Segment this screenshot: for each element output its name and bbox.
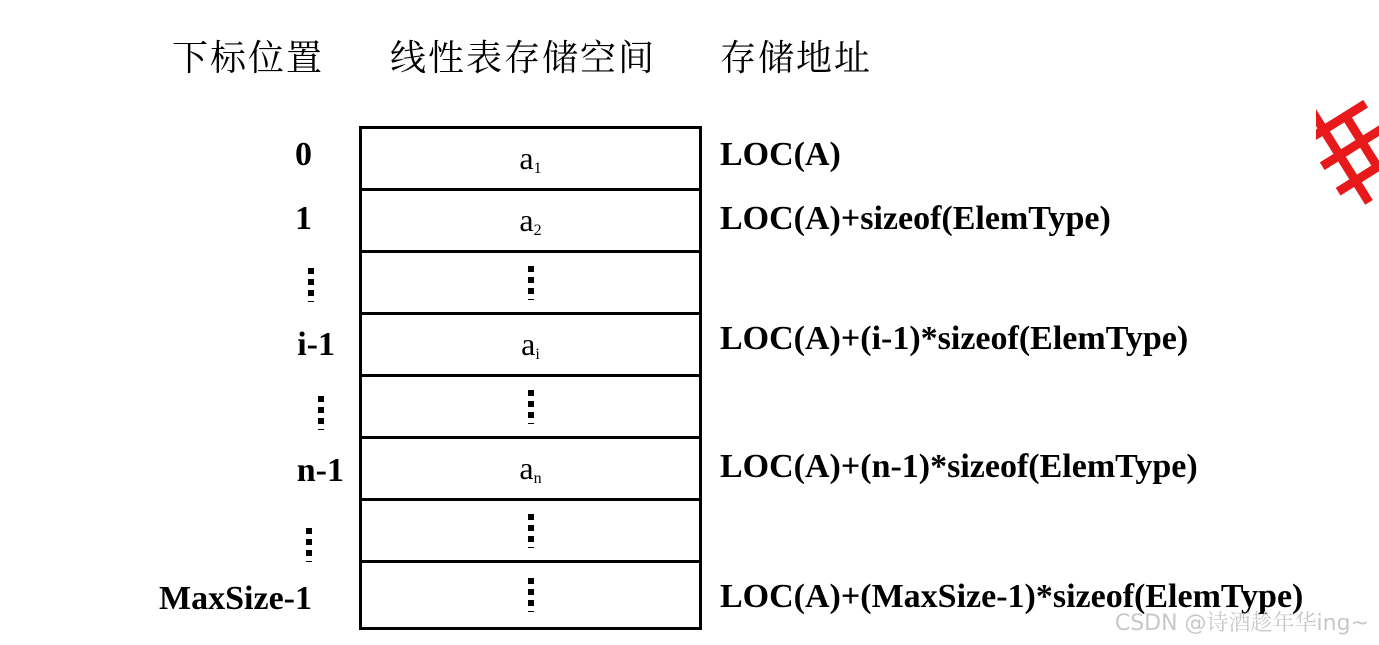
storage-cell [362,439,699,501]
index-label-maxsize-1: MaxSize-1 [159,580,312,617]
storage-cell [362,191,699,253]
address-row-n-1: LOC(A)+(n-1)*sizeof(ElemType) [720,448,1198,485]
index-label-n-1: n-1 [296,452,344,489]
index-label-0: 0 [295,136,312,173]
storage-array [359,126,702,630]
address-row-1: LOC(A)+sizeof(ElemType) [720,200,1111,237]
storage-cell [362,377,699,439]
storage-cell [362,501,699,563]
stamp-decoration [1316,92,1379,208]
stamp-graphic [1316,92,1379,208]
cell-element: $a_2$ [519,201,542,239]
index-label-1: 1 [295,200,312,237]
watermark: CSDN @诗酒趁年华ing~ [1114,611,1369,636]
index-ellipsis-2 [318,396,324,430]
storage-cell [362,129,699,191]
index-label-i-1: i-1 [297,326,335,363]
address-row-0: LOC(A) [720,136,841,173]
cell-ellipsis [528,514,534,548]
header-index: 下标位置 [172,38,325,79]
storage-cell [362,253,699,315]
storage-cell [362,315,699,377]
cell-element: $a_n$ [519,449,542,487]
cell-element: $a_1$ [519,139,542,177]
address-row-i-1: LOC(A)+(i-1)*sizeof(ElemType) [720,320,1189,357]
address-row-maxsize-1: LOC(A)+(MaxSize-1)*sizeof(ElemType) [720,578,1304,615]
storage-cell [362,563,699,627]
cell-element: $a_i$ [521,325,540,363]
cell-ellipsis [528,266,534,300]
cell-ellipsis [528,578,534,612]
cell-ellipsis [528,390,534,424]
index-ellipsis-1 [308,268,314,302]
index-ellipsis-3 [306,528,312,562]
header-address: 存储地址 [720,38,873,79]
header-storage: 线性表存储空间 [390,38,657,79]
